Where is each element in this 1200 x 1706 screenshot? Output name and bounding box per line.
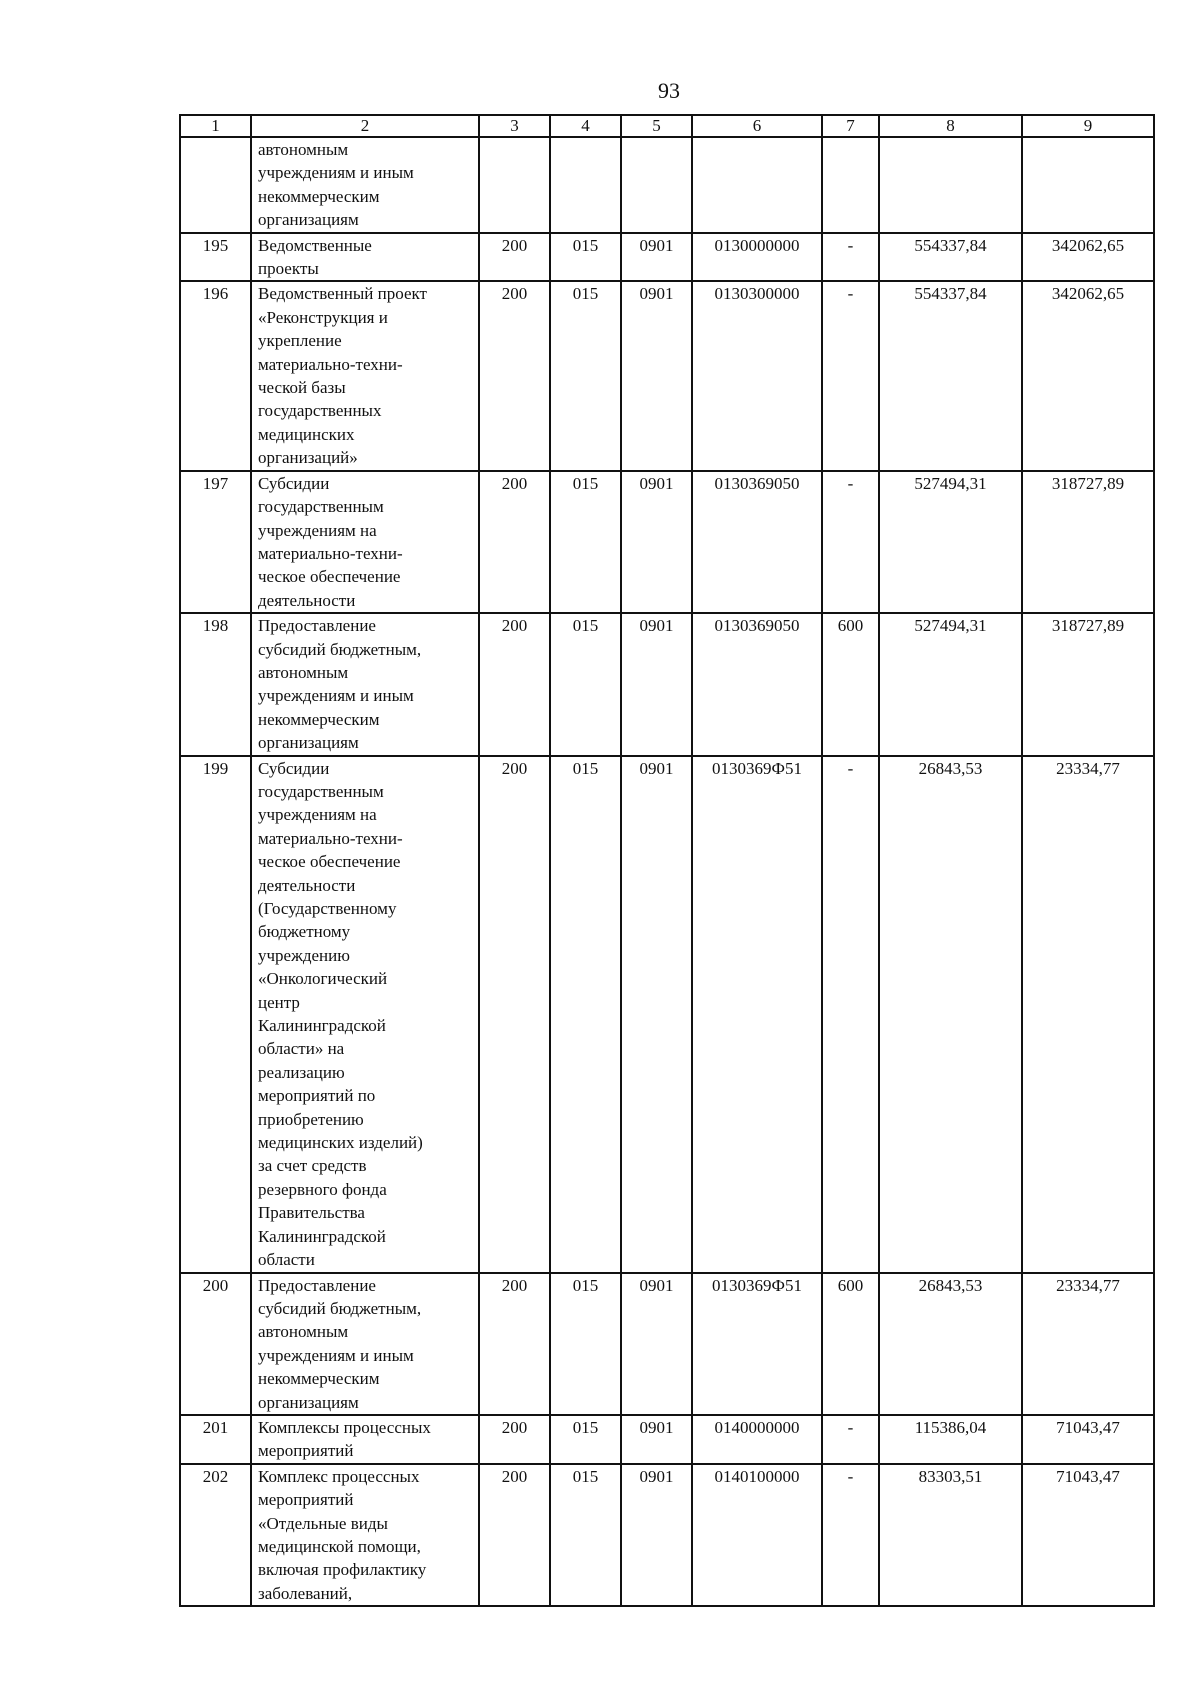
row-number	[180, 137, 251, 233]
cell-col5: 0901	[621, 756, 692, 1273]
cell-col5: 0901	[621, 1464, 692, 1606]
cell-col9: 342062,65	[1022, 281, 1154, 470]
row-number: 199	[180, 756, 251, 1273]
row-name: Субсидии государственным учреждениям на материально-техни- ческое обеспечение деятельности (Государственному бюджетному учреждению «Онкологический центр Калининградской области» на реализацию мероприятий по приобретению медицинских изделий) за счет средств резервного фонда Правительства Калининградской области	[251, 756, 479, 1273]
table-row	[180, 756, 1154, 1273]
cell-col7: -	[822, 756, 879, 1273]
cell-col4: 015	[550, 471, 621, 613]
cell-col9	[1022, 137, 1154, 233]
row-name: Субсидии государственным учреждениям на материально-техни- ческое обеспечение деятельности	[251, 471, 479, 613]
row-number: 196	[180, 281, 251, 470]
cell-col8: 26843,53	[879, 756, 1022, 1273]
cell-col4: 015	[550, 233, 621, 282]
cell-col7: 600	[822, 1273, 879, 1415]
cell-col4: 015	[550, 1464, 621, 1606]
cell-col6: 0130369050	[692, 471, 822, 613]
cell-col9: 23334,77	[1022, 1273, 1154, 1415]
table-row	[180, 281, 1154, 470]
cell-col5: 0901	[621, 281, 692, 470]
row-name: Комплексы процессных мероприятий	[251, 1415, 479, 1464]
cell-col7: 600	[822, 613, 879, 755]
cell-col3: 200	[479, 281, 550, 470]
cell-col9: 318727,89	[1022, 471, 1154, 613]
column-header: 2	[251, 115, 479, 137]
row-name: Предоставление субсидий бюджетным, автономным учреждениям и иным некоммерческим организациям	[251, 1273, 479, 1415]
cell-col4	[550, 137, 621, 233]
cell-col5: 0901	[621, 233, 692, 282]
cell-col7	[822, 137, 879, 233]
cell-col8: 83303,51	[879, 1464, 1022, 1606]
cell-col3: 200	[479, 756, 550, 1273]
cell-col7: -	[822, 471, 879, 613]
cell-col8: 26843,53	[879, 1273, 1022, 1415]
cell-col8: 527494,31	[879, 471, 1022, 613]
header-row	[180, 115, 1154, 137]
cell-col3	[479, 137, 550, 233]
row-number: 195	[180, 233, 251, 282]
row-number: 197	[180, 471, 251, 613]
cell-col5: 0901	[621, 471, 692, 613]
cell-col6: 0140000000	[692, 1415, 822, 1464]
cell-col3: 200	[479, 1464, 550, 1606]
cell-col5	[621, 137, 692, 233]
cell-col6: 0130000000	[692, 233, 822, 282]
row-number: 198	[180, 613, 251, 755]
cell-col4: 015	[550, 613, 621, 755]
cell-col9: 71043,47	[1022, 1464, 1154, 1606]
cell-col3: 200	[479, 613, 550, 755]
page-number: 93	[658, 78, 680, 103]
cell-col9: 23334,77	[1022, 756, 1154, 1273]
table-row	[180, 233, 1154, 282]
cell-col3: 200	[479, 1273, 550, 1415]
cell-col6	[692, 137, 822, 233]
row-name: Ведомственные проекты	[251, 233, 479, 282]
column-header: 8	[879, 115, 1022, 137]
cell-col9: 318727,89	[1022, 613, 1154, 755]
cell-col3: 200	[479, 1415, 550, 1464]
cell-col6: 0130300000	[692, 281, 822, 470]
cell-col8: 115386,04	[879, 1415, 1022, 1464]
column-header: 3	[479, 115, 550, 137]
table-row	[180, 471, 1154, 613]
cell-col6: 0130369050	[692, 613, 822, 755]
cell-col9: 71043,47	[1022, 1415, 1154, 1464]
row-name: Комплекс процессных мероприятий «Отдельные виды медицинской помощи, включая профилактику заболеваний,	[251, 1464, 479, 1606]
row-name: Ведомственный проект «Реконструкция и укрепление материально-техни- ческой базы государственных медицинских организаций»	[251, 281, 479, 470]
column-header: 7	[822, 115, 879, 137]
table-row	[180, 1273, 1154, 1415]
cell-col5: 0901	[621, 613, 692, 755]
table-row	[180, 137, 1154, 233]
cell-col8: 527494,31	[879, 613, 1022, 755]
cell-col7: -	[822, 1464, 879, 1606]
cell-col3: 200	[479, 233, 550, 282]
cell-col3: 200	[479, 471, 550, 613]
column-header: 9	[1022, 115, 1154, 137]
cell-col6: 0130369Ф51	[692, 1273, 822, 1415]
cell-col9: 342062,65	[1022, 233, 1154, 282]
cell-col4: 015	[550, 1273, 621, 1415]
row-name: Предоставление субсидий бюджетным, автономным учреждениям и иным некоммерческим организациям	[251, 613, 479, 755]
cell-col6: 0140100000	[692, 1464, 822, 1606]
budget-table	[179, 114, 1155, 1607]
column-header: 6	[692, 115, 822, 137]
table-body	[180, 137, 1154, 1606]
cell-col7: -	[822, 281, 879, 470]
cell-col6: 0130369Ф51	[692, 756, 822, 1273]
column-header: 1	[180, 115, 251, 137]
cell-col8: 554337,84	[879, 281, 1022, 470]
table-row	[180, 1415, 1154, 1464]
table-row	[180, 613, 1154, 755]
cell-col4: 015	[550, 1415, 621, 1464]
column-header: 5	[621, 115, 692, 137]
cell-col4: 015	[550, 281, 621, 470]
column-header: 4	[550, 115, 621, 137]
cell-col5: 0901	[621, 1273, 692, 1415]
cell-col5: 0901	[621, 1415, 692, 1464]
cell-col8: 554337,84	[879, 233, 1022, 282]
cell-col8	[879, 137, 1022, 233]
row-number: 200	[180, 1273, 251, 1415]
cell-col4: 015	[550, 756, 621, 1273]
row-number: 202	[180, 1464, 251, 1606]
cell-col7: -	[822, 233, 879, 282]
table-row	[180, 1464, 1154, 1606]
row-name: автономным учреждениям и иным некоммерческим организациям	[251, 137, 479, 233]
row-number: 201	[180, 1415, 251, 1464]
cell-col7: -	[822, 1415, 879, 1464]
